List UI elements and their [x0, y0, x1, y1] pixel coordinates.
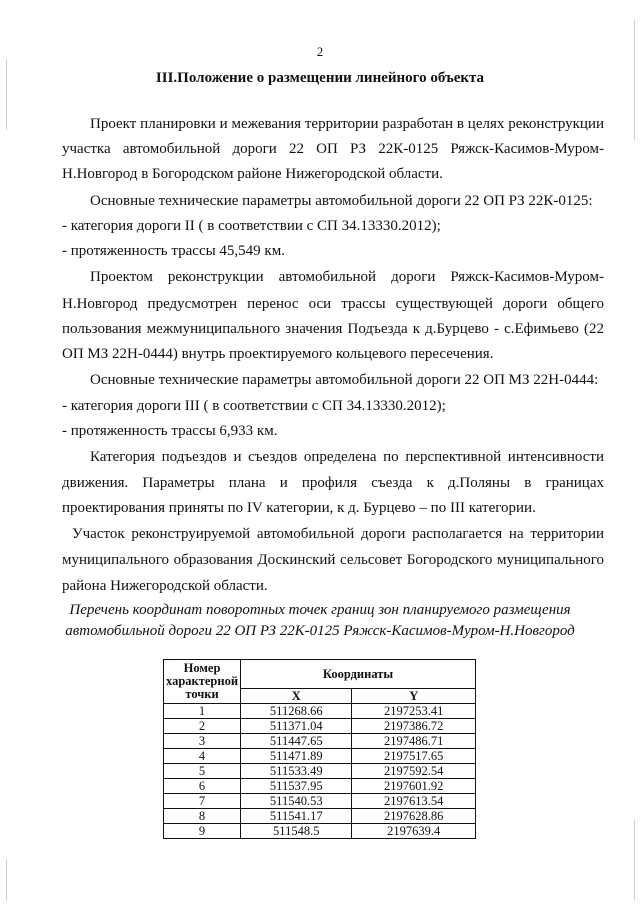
table-row [164, 794, 476, 809]
coord-x: 511447.65 [241, 734, 352, 749]
coord-x: 511533.49 [241, 764, 352, 779]
coord-x: 511268.66 [241, 704, 352, 719]
coord-x: 511541.17 [241, 809, 352, 824]
coord-x: 511540.53 [241, 794, 352, 809]
coordinates-table [163, 659, 476, 839]
left-margin-mark-lower [6, 860, 7, 900]
header-coordinates: Координаты [241, 660, 476, 689]
coord-x: 511371.04 [241, 719, 352, 734]
coord-y: 2197386.72 [352, 719, 476, 734]
point-number: 3 [164, 734, 241, 749]
section-title-text: III.Положение о размещении линейного объекта [155, 70, 485, 86]
table-row [164, 809, 476, 824]
body-line-16: проектирования приняты по IV категории, к д. Бурцево – по III категории. [62, 500, 536, 516]
table-row [164, 749, 476, 764]
table-caption-line-1: Перечень координат поворотных точек границ зон планируемого размещения [69, 602, 571, 618]
table-row [164, 764, 476, 779]
body-line-7: Проектом реконструкции автомобильной дороги Ряжск-Касимов-Муром- [90, 269, 604, 285]
page-number: 2 [316, 44, 324, 59]
body-line-12: - категория дороги III ( в соответствии с СП 34.13330.2012); [62, 398, 446, 414]
point-number: 2 [164, 719, 241, 734]
table-row [164, 734, 476, 749]
header-point-number [164, 660, 241, 704]
body-line-14: Категория подъездов и съездов определена по перспективной интенсивности [90, 449, 604, 465]
point-number: 4 [164, 749, 241, 764]
section-title [0, 70, 640, 87]
header-x: X [241, 689, 352, 704]
body-line-11: Основные технические параметры автомобильной дороги 22 ОП МЗ 22Н-0444: [90, 372, 599, 388]
body-line-17: Участок реконструируемой автомобильной дороги располагается на территории [72, 526, 604, 542]
coord-y: 2197592.54 [352, 764, 476, 779]
coord-x: 511471.89 [241, 749, 352, 764]
body-line-13: - протяженность трассы 6,933 км. [62, 423, 278, 439]
coord-y: 2197628.86 [352, 809, 476, 824]
body-line-19: района Нижегородской области. [62, 578, 268, 594]
body-line-18: муниципального образования Доскинский сельсовет Богородского муниципального [62, 552, 604, 568]
coord-y: 2197517.65 [352, 749, 476, 764]
body-line-4: Основные технические параметры автомобильной дороги 22 ОП РЗ 22К-0125: [90, 193, 593, 209]
body-line-1: Проект планировки и межевания территории разработан в целях реконструкции [90, 116, 604, 132]
coord-y: 2197486.71 [352, 734, 476, 749]
header-point-number-line-3: точки [185, 687, 219, 701]
point-number: 5 [164, 764, 241, 779]
header-point-number-line-2: характерной [166, 674, 239, 688]
coord-y: 2197253.41 [352, 704, 476, 719]
point-number: 9 [164, 824, 241, 839]
table-caption-line-2: автомобильной дороги 22 ОП РЗ 22К-0125 Ряжск-Касимов-Муром-Н.Новгород [65, 623, 575, 639]
coord-y: 2197601.92 [352, 779, 476, 794]
point-number: 7 [164, 794, 241, 809]
body-line-15: движения. Параметры плана и профиля съезда к д.Поляны в границах [62, 475, 604, 491]
coord-y: 2197613.54 [352, 794, 476, 809]
table-row [164, 719, 476, 734]
body-line-6: - протяженность трассы 45,549 км. [62, 243, 285, 259]
right-margin-mark-lower [634, 820, 635, 900]
header-y: Y [352, 689, 476, 704]
coord-x: 511537.95 [241, 779, 352, 794]
body-line-2: участка автомобильной дороги 22 ОП РЗ 22К-0125 Ряжск-Касимов-Муром- [62, 141, 604, 157]
table-row [164, 779, 476, 794]
point-number: 1 [164, 704, 241, 719]
body-line-8: Н.Новгород предусмотрен перенос оси трассы существующей дороги общего [62, 296, 604, 312]
coord-y: 2197639.4 [352, 824, 476, 839]
table-row [164, 704, 476, 719]
point-number: 6 [164, 779, 241, 794]
header-point-number-line-1: Номер [183, 661, 221, 675]
body-line-3: Н.Новгород в Богородском районе Нижегородской области. [62, 166, 443, 182]
body-line-10: ОП МЗ 22Н-0444) внутрь проектируемого кольцевого пересечения. [62, 346, 494, 362]
body-line-5: - категория дороги II ( в соответствии с СП 34.13330.2012); [62, 218, 441, 234]
body-line-9: пользования межмуниципального значения Подъезда к д.Бурцево - с.Ефимьево (22 [62, 321, 604, 337]
table-row [164, 824, 476, 839]
point-number: 8 [164, 809, 241, 824]
coord-x: 511548.5 [241, 824, 352, 839]
